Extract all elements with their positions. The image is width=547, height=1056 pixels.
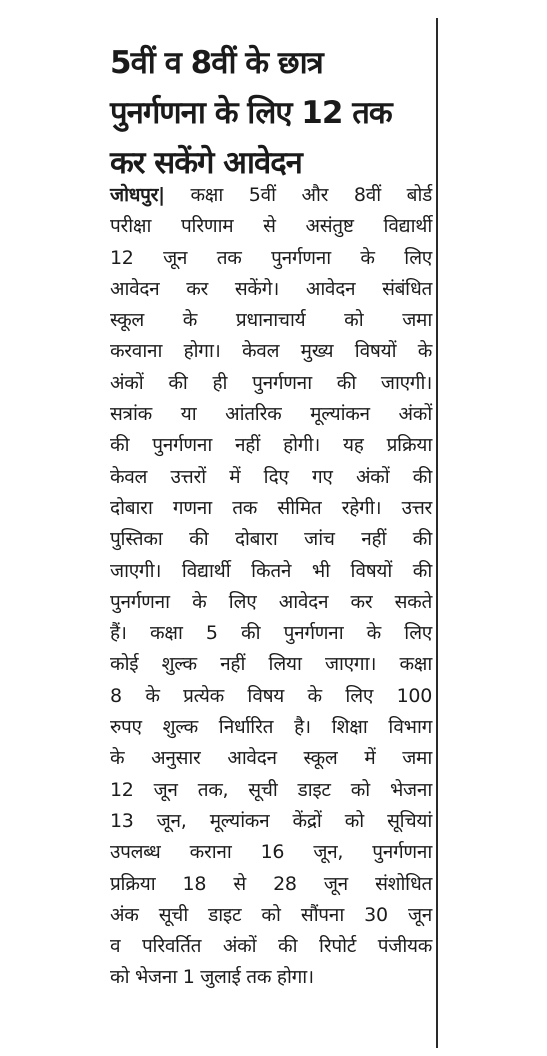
body-line: हैं। कक्षा 5 की पुनर्गणना के लिए <box>110 622 432 645</box>
body-line-first <box>110 180 432 211</box>
column-divider <box>436 18 438 1048</box>
headline-line: कर सकेंगे आवेदन <box>110 145 302 181</box>
body-line: की पुनर्गणना नहीं होगी। यह प्रक्रिया <box>110 434 432 457</box>
body-line: करवाना होगा। केवल मुख्य विषयों के <box>110 340 432 363</box>
body-line: प्रक्रिया 18 से 28 जून संशोधित <box>110 872 432 895</box>
body-line: पुस्तिका की दोबारा जांच नहीं की <box>110 528 432 551</box>
dateline: जोधपुर| <box>110 184 165 206</box>
body-line: 12 जून तक, सूची डाइट को भेजना <box>110 778 432 801</box>
body-line: रुपए शुल्क निर्धारित है। शिक्षा विभाग <box>110 716 432 739</box>
body-line: 12 जून तक पुनर्गणना के लिए <box>110 246 432 269</box>
body-line: के अनुसार आवेदन स्कूल में जमा <box>110 747 432 770</box>
headline-line: 5वीं व 8वीं के छात्र <box>110 45 323 81</box>
body-line: 8 के प्रत्येक विषय के लिए 100 <box>110 684 432 707</box>
article-body <box>110 180 432 994</box>
body-line: परीक्षा परिणाम से असंतुष्ट विद्यार्थी <box>110 215 432 238</box>
body-line: अंकों की ही पुनर्गणना की जाएगी। <box>110 371 432 394</box>
body-line: पुनर्गणना के लिए आवेदन कर सकते <box>110 590 432 613</box>
first-line-text: कक्षा 5वीं और 8वीं बोर्ड <box>164 184 432 206</box>
body-line: को भेजना 1 जुलाई तक होगा। <box>110 966 314 989</box>
body-line: उपलब्ध कराना 16 जून, पुनर्गणना <box>110 841 432 864</box>
body-line: दोबारा गणना तक सीमित रहेगी। उत्तर <box>110 496 432 519</box>
body-line: अंक सूची डाइट को सौंपना 30 जून <box>110 903 432 926</box>
body-line: कोई शुल्क नहीं लिया जाएगा। कक्षा <box>110 653 432 676</box>
body-line: 13 जून, मूल्यांकन केंद्रों को सूचियां <box>110 809 432 832</box>
body-line: व परिवर्तित अंकों की रिपोर्ट पंजीयक <box>110 935 432 958</box>
body-line: आवेदन कर सकेंगे। आवेदन संबंधित <box>110 277 432 300</box>
headline-line: पुनर्गणना के लिए 12 तक <box>110 95 392 131</box>
headline <box>110 38 430 188</box>
body-line: सत्रांक या आंतरिक मूल्यांकन अंकों <box>110 403 432 426</box>
body-line: केवल उत्तरों में दिए गए अंकों की <box>110 465 432 488</box>
body-line: स्कूल के प्रधानाचार्य को जमा <box>110 309 432 332</box>
body-line: जाएगी। विद्यार्थी कितने भी विषयों की <box>110 559 432 582</box>
